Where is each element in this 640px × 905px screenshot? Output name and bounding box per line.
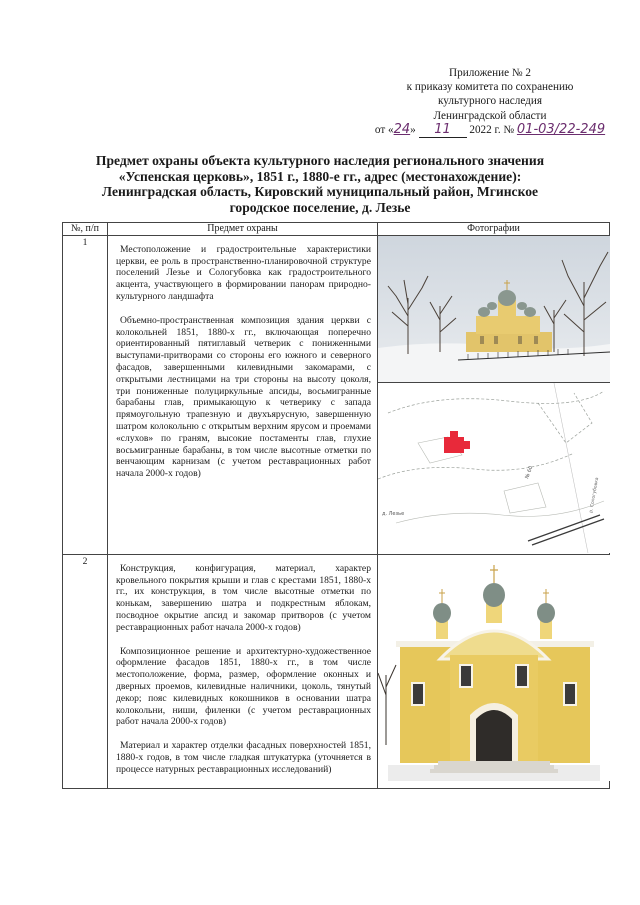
annex-block: [360, 66, 620, 138]
annex-line-2: к приказу комитета по сохранению: [406, 81, 574, 94]
church-facade-photo: [378, 555, 610, 781]
map-village-label: д. Лезье: [382, 510, 405, 517]
subject-paragraph: Композиционное решение и архитектурно-художественное оформление фасадов 1851, 1880-х гг., в том числе местоположение, форма, размер, оформление оконных и дверных проемов, килевидные наличники, цоколь, тянутый декор; пояс килевидных кокошников в основании шатра колокольни, ниши, филенки (с учетом реставрационных работ начала 2000-х годов): [116, 645, 371, 728]
month-blank: [419, 123, 467, 138]
subject-paragraph: Объемно-пространственная композиция здания церкви с колокольней 1851, 1880-х гг., включающая поперечно ориентированный пятиглавый четверик с пониженными выступами-притворами со стороны его южного и северного фасадов, завершенными килевидными закомарами, с открытыми лестницами на три стороны на высоту цоколя, три пониженные полуциркульные апсиды, восьмигранные барабаны глав, примыкающую к четверику с запада прямоугольную трапезную и двухъярусную, завершенную шатром колокольню с открытым верхним ярусом и проемами «слухов» по граням, высокие постаменты глав, глухие восьмигранные барабаны, в том числе высотные отметки по венчающим карнизам (с учетом реставрационных работ начала 2000-х годов): [116, 314, 371, 480]
table-header-row: [63, 223, 610, 236]
annex-line-1: Приложение № 2: [449, 67, 531, 79]
table-row: [63, 235, 610, 554]
photo-cell: [378, 554, 610, 788]
header-photos: Фотографии: [378, 223, 610, 236]
map-road-label-2: р. Сологубовка: [589, 476, 601, 514]
map-road-label: № 60: [524, 465, 535, 480]
row-number: 2: [63, 554, 108, 788]
handwritten-day: 24: [393, 121, 411, 137]
subject-cell: [108, 235, 378, 554]
annex-line-4: Ленинградской области: [433, 109, 547, 122]
subject-paragraph: Конструкция, конфигурация, материал, характер кровельного покрытия крыши и глав с крестами 1851, 1880-х гг., их конструкция, в том числе высотные отметки по конькам, завершению шатра и подкрестным яблокам, посводное окрытие апсид и закомар притворов (с учетом реставрационных работ начала 2000-х годов): [116, 562, 371, 633]
church-winter-photo: [378, 236, 610, 382]
protection-table: [62, 222, 610, 789]
annex-date-line: от «24» 11 2022 г. № 01-03/22-249: [374, 121, 606, 137]
handwritten-order-number: 01-03/22-249: [516, 121, 606, 137]
year-text: 2022 г. №: [469, 123, 515, 136]
photo-cell: [378, 235, 610, 554]
church-building-marker: [444, 437, 464, 453]
header-subject: Предмет охраны: [108, 223, 378, 236]
site-plan-map: [378, 382, 610, 553]
subject-paragraph: Местоположение и градостроительные характеристики церкви, ее роль в пространственно-планировочной структуре поселений Лезье и Сологубовка как градостроительного акцента, участвующего в формировании панорам природно-культурного ландшафта: [116, 243, 371, 302]
handwritten-month: 11: [434, 121, 451, 137]
subject-paragraph: Материал и характер отделки фасадных поверхностей 1851, 1880-х годов, в том числе гладкая штукатурка (уточняется в процессе натурных реставрационных исследований): [116, 740, 371, 775]
annex-line-3: культурного наследия: [438, 95, 542, 108]
header-num: №, п/п: [63, 223, 108, 236]
document-title: Предмет охраны объекта культурного наследия регионального значения «Успенская церковь», 1851 г., 1880-е гг., адрес (местонахождение): Ленинградская область, Кировский муниципальный район, Мгинское городское поселение, д. Лезье: [95, 153, 545, 215]
subject-cell: [108, 554, 378, 788]
table-row: [63, 554, 610, 788]
row-number: 1: [63, 235, 108, 554]
